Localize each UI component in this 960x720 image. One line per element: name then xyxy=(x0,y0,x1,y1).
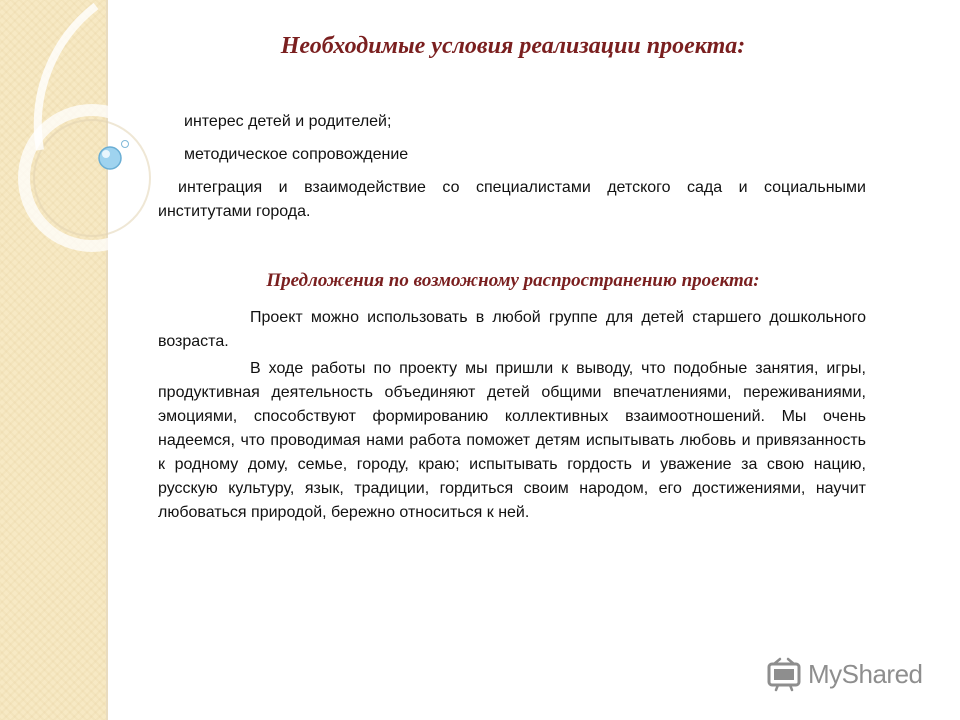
condition-item: интеграция и взаимодействие со специалистами детского сада и социальными институтами города. xyxy=(158,179,866,220)
decorative-left-band xyxy=(0,0,106,720)
slide-title: Необходимые условия реализации проекта: xyxy=(280,33,746,59)
myshared-watermark xyxy=(766,654,923,694)
watermark-text: MyShared xyxy=(808,658,923,689)
decorative-band-edge xyxy=(106,0,108,720)
proposal-paragraph: В ходе работы по проекту мы пришли к выводу, что подобные занятия, игры, продуктивная деятельность объединяют детей общими впечатлениями, переживаниями, эмоциями, способствуют формированию коллективных взаимоотношений. Мы очень надеемся, что проводимая нами работа поможет детям испытывать любовь и привязанность к родному дому, семье, городу, краю; испытывать гордость и уважение за свою нацию, русскую культуру, язык, традиции, гордиться своим народом, его достижениями, научит любоваться природой, бережно относиться к ней. xyxy=(158,360,866,521)
condition-item: методическое сопровождение xyxy=(184,146,409,163)
presentation-board-icon xyxy=(766,656,802,692)
proposal-paragraph: Проект можно использовать в любой группе для детей старшего дошкольного возраста. xyxy=(158,309,866,350)
slide-subtitle: Предложения по возможному распространению проекта: xyxy=(266,270,760,291)
condition-item: интерес детей и родителей; xyxy=(184,113,392,130)
